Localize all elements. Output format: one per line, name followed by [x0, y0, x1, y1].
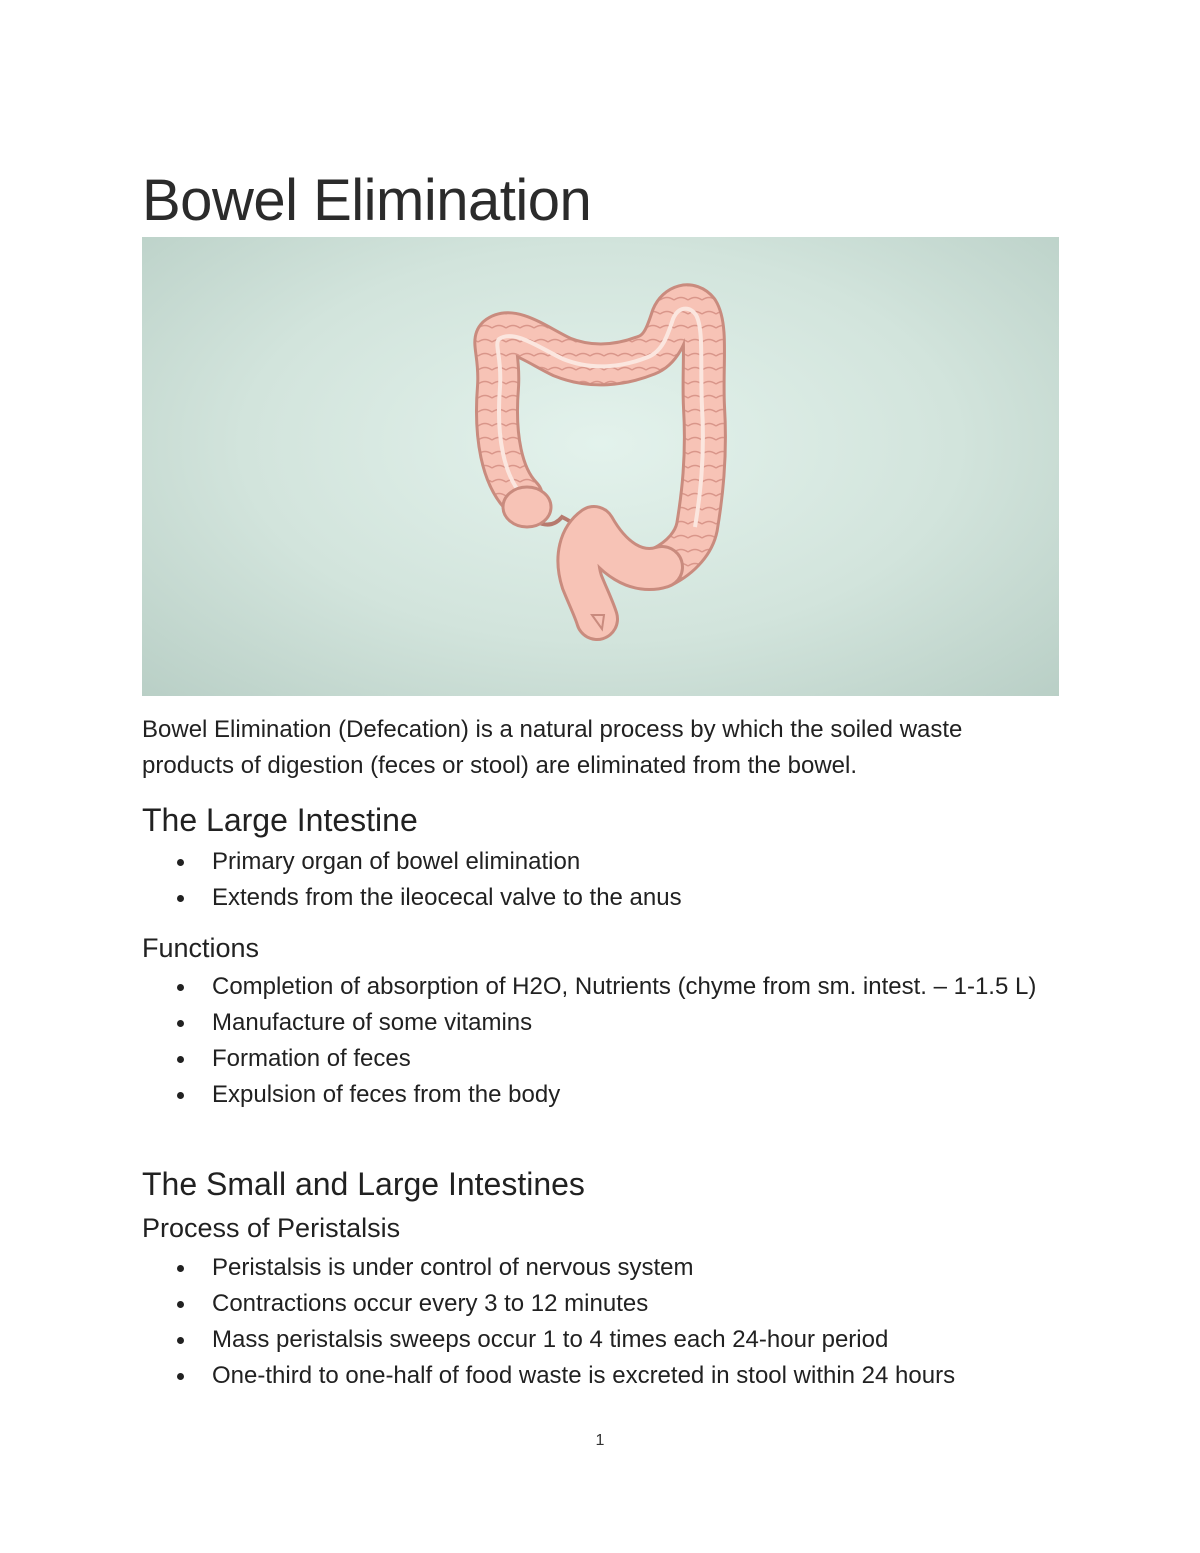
list-item: Manufacture of some vitamins: [142, 1005, 1060, 1041]
page-title: Bowel Elimination: [142, 168, 592, 233]
bullet-icon: [177, 984, 184, 991]
list-item: Expulsion of feces from the body: [142, 1077, 1060, 1113]
large-intestine-figure: [142, 237, 1059, 696]
bullet-icon: [177, 1056, 184, 1063]
page-number: 1: [595, 1432, 605, 1449]
bullet-icon: [177, 859, 184, 866]
large-intestine-illustration-icon: [142, 237, 1059, 696]
list-item: Contractions occur every 3 to 12 minutes: [142, 1286, 1060, 1322]
list-item: Mass peristalsis sweeps occur 1 to 4 times each 24-hour period: [142, 1322, 1060, 1358]
peristalsis-list: [142, 1250, 1060, 1394]
heading-large-intestine: The Large Intestine: [142, 802, 418, 838]
bullet-icon: [177, 1092, 184, 1099]
bullet-icon: [177, 895, 184, 902]
bullet-icon: [177, 1337, 184, 1344]
bullet-icon: [177, 1020, 184, 1027]
heading-functions: Functions: [142, 933, 260, 963]
list-item: Primary organ of bowel elimination: [142, 844, 1060, 880]
functions-list: [142, 969, 1060, 1113]
list-item: Formation of feces: [142, 1041, 1060, 1077]
list-item: Completion of absorption of H2O, Nutrients (chyme from sm. intest. – 1-1.5 L): [142, 969, 1060, 1005]
subheading-peristalsis: Process of Peristalsis: [142, 1213, 401, 1243]
list-item: Extends from the ileocecal valve to the anus: [142, 880, 1060, 916]
list-item: One-third to one-half of food waste is excreted in stool within 24 hours: [142, 1358, 1060, 1394]
bullet-icon: [177, 1373, 184, 1380]
intro-paragraph: Bowel Elimination (Defecation) is a natural process by which the soiled waste products of digestion (feces or stool) are eliminated from the bowel.: [142, 716, 963, 779]
list-item: Peristalsis is under control of nervous system: [142, 1250, 1060, 1286]
heading-small-large-intestines: The Small and Large Intestines: [142, 1166, 585, 1202]
large-intestine-list: [142, 844, 1060, 916]
bullet-icon: [177, 1301, 184, 1308]
bullet-icon: [177, 1265, 184, 1272]
